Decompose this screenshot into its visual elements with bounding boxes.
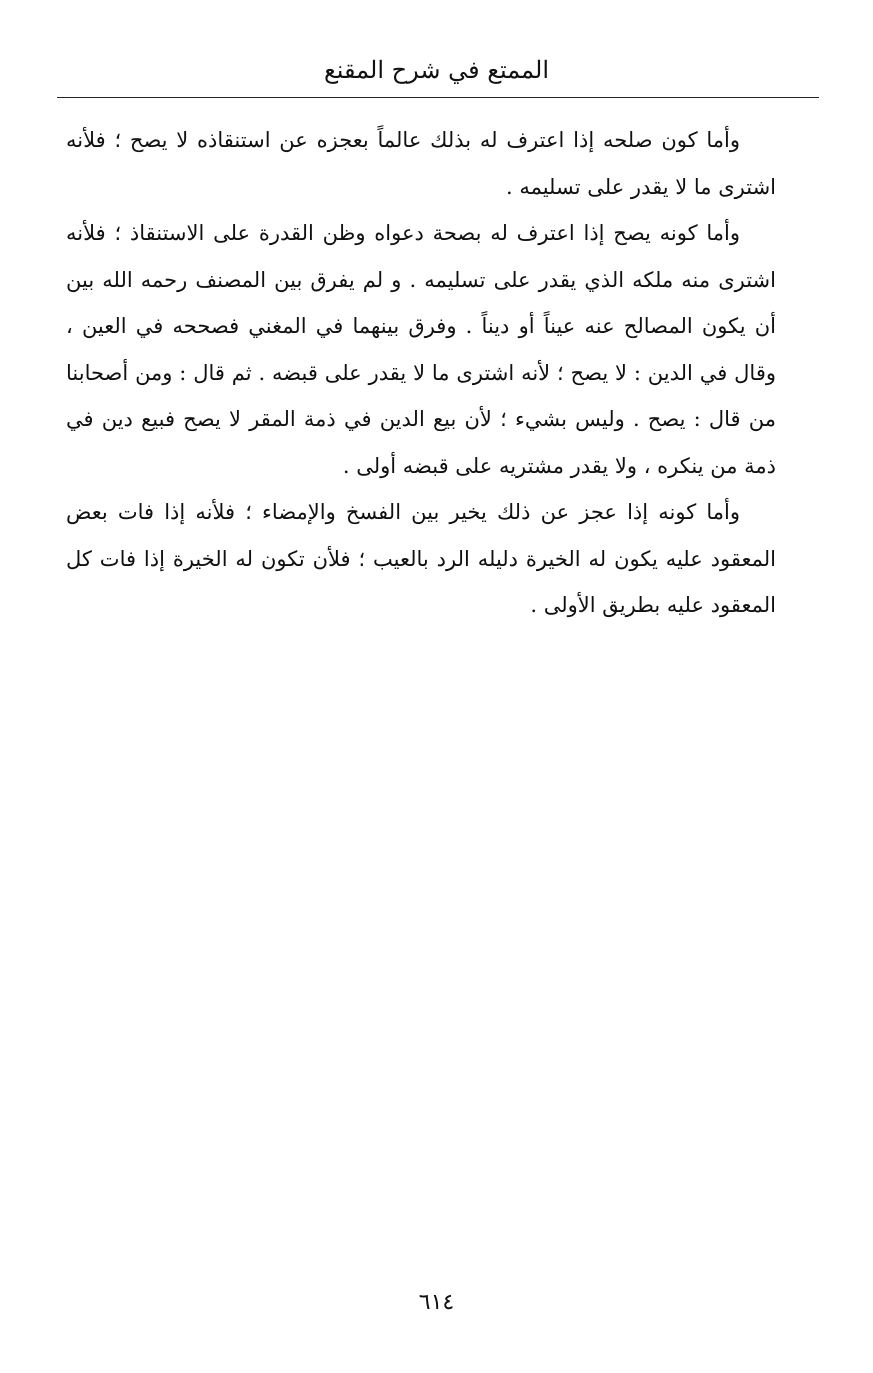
main-text-block	[66, 117, 776, 629]
paragraph-2: وأما كونه يصح إذا اعترف له بصحة دعواه وظن القدرة على الاستنقاذ ؛ فلأنه اشترى منه ملكه الذي يقدر على تسليمه . و لم يفرق بين المصنف رحمه الله بين أن يكون المصالح عنه عيناً أو ديناً . وفرق بينهما في المغني فصححه في العين ، وقال في الدين : لا يصح ؛ لأنه اشترى ما لا يقدر على قبضه . ثم قال : ومن أصحابنا من قال : يصح . وليس بشيء ؛ لأن بيع الدين في ذمة المقر لا يصح فبيع دين في ذمة من ينكره ، ولا يقدر مشتريه على قبضه أولى .	[66, 221, 776, 478]
page-number: ٦١٤	[418, 1290, 455, 1315]
running-header-title: الممتع في شرح المقنع	[324, 56, 549, 84]
paragraph-1: وأما كون صلحه إذا اعترف له بذلك عالماً بعجزه عن استنقاذه لا يصح ؛ فلأنه اشترى ما لا يقدر على تسليمه .	[66, 128, 776, 199]
paragraph-3: وأما كونه إذا عجز عن ذلك يخير بين الفسخ والإمضاء ؛ فلأنه إذا فات بعض المعقود عليه يكون له الخيرة دليله الرد بالعيب ؛ فلأن تكون له الخيرة إذا فات كل المعقود عليه بطريق الأولى .	[66, 500, 776, 617]
header-divider	[57, 97, 819, 98]
